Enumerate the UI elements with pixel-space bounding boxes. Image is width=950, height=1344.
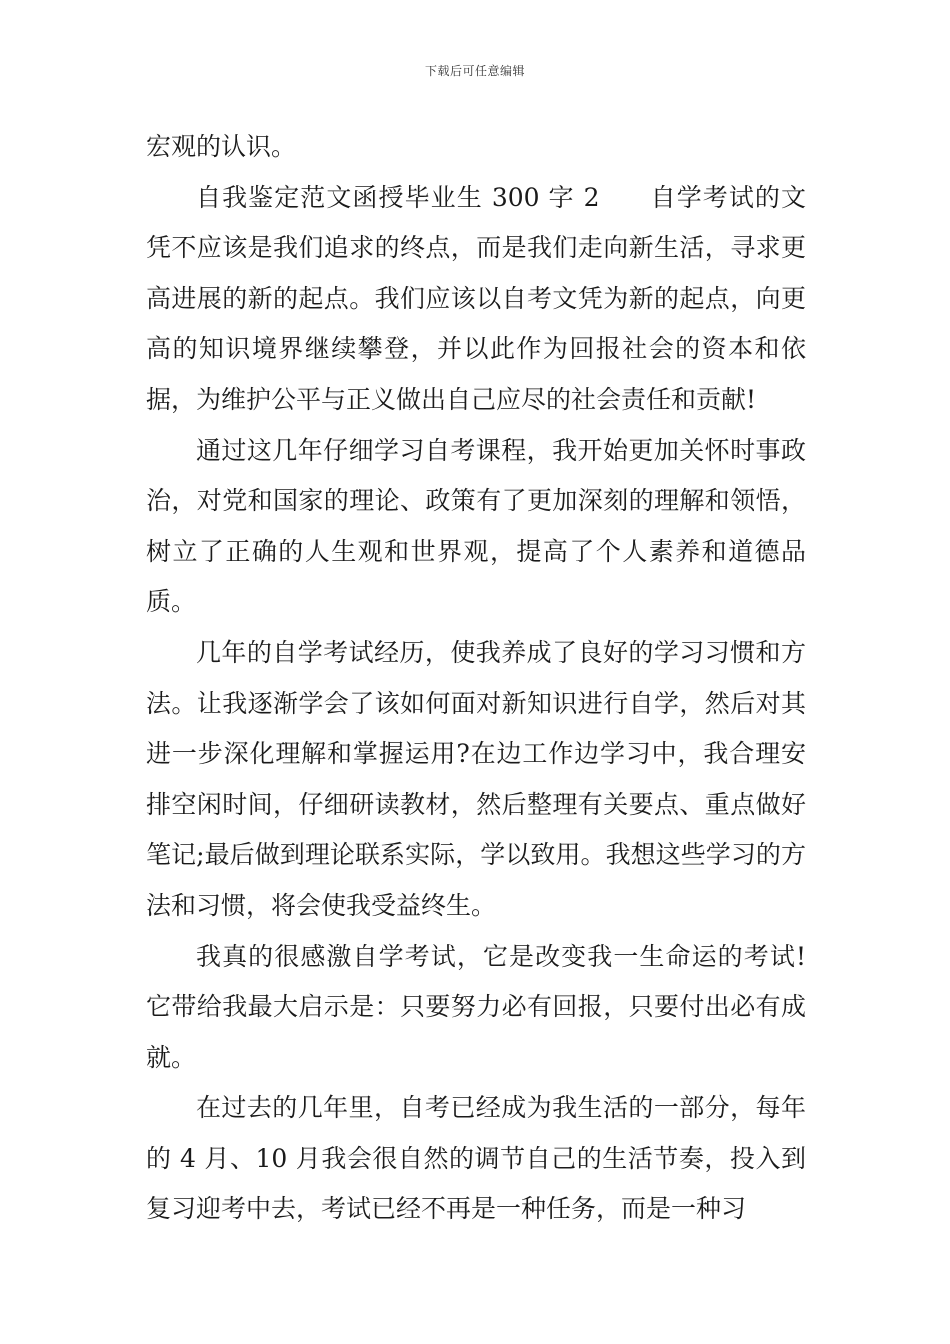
paragraph: 在过去的几年里，自考已经成为我生活的一部分，每年的 4 月、10 月我会很自然的调节自己的生活节奏，投入到复习迎考中去，考试已经不再是一种任务，而是一种习 [146, 1093, 806, 1224]
page-header: 下载后可任意编辑 [424, 64, 525, 78]
document-body [146, 122, 806, 1235]
paragraph-title-and-intro [146, 173, 806, 426]
paragraph-continuation: 宏观的认识。 [146, 132, 297, 161]
paragraph: 我真的很感激自学考试，它是改变我一生命运的考试!它带给我最大启示是：只要努力必有回报，只要付出必有成就。 [146, 941, 806, 1072]
paragraph-text: 自学考试的文凭不应该是我们追求的终点，而是我们走向新生活，寻求更高进展的新的起点。我们应该以自考文凭为新的起点，向更高的知识境界继续攀登，并以此作为回报社会的资本和依据，为维护公平与正义做出自己应尽的社会责任和贡献! [146, 182, 806, 414]
section-title: 自我鉴定范文函授毕业生 300 字 2 [196, 182, 600, 212]
paragraph: 通过这几年仔细学习自考课程，我开始更加关怀时事政治，对党和国家的理论、政策有了更加深刻的理解和领悟，树立了正确的人生观和世界观，提高了个人素养和道德品质。 [146, 435, 806, 617]
paragraph: 几年的自学考试经历，使我养成了良好的学习习惯和方法。让我逐渐学会了该如何面对新知识进行自学，然后对其进一步深化理解和掌握运用?在边工作边学习中，我合理安排空闲时间，仔细研读教材，然后整理有关要点、重点做好笔记;最后做到理论联系实际，学以致用。我想这些学习的方法和习惯，将会使我受益终生。 [146, 637, 806, 920]
